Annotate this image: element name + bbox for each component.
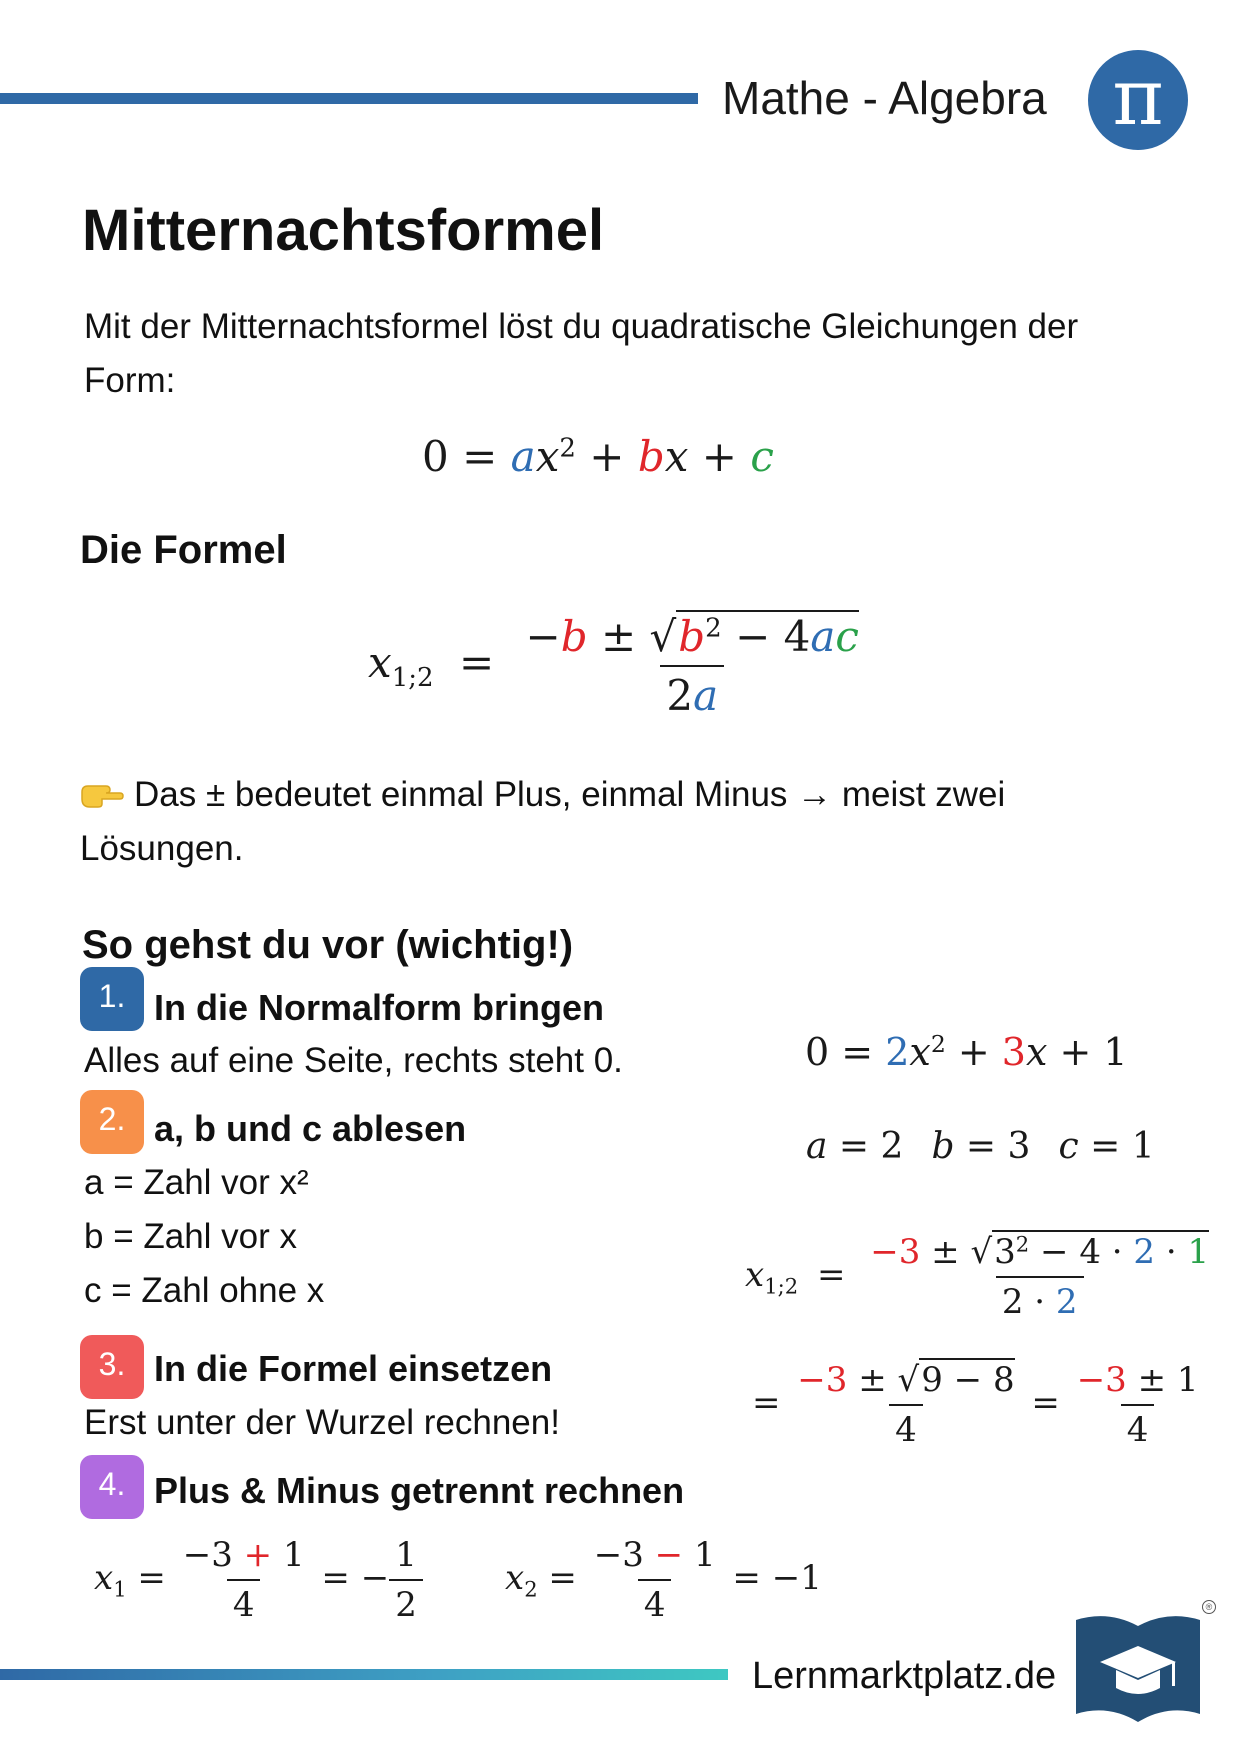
- result-x2: $x_2$ = $\frac{-3 - 1}{4}$ = −1: [505, 1535, 822, 1625]
- step-3-text: Erst unter der Wurzel rechnen!: [84, 1403, 560, 1442]
- step-1-text: Alles auf eine Seite, rechts steht 0.: [84, 1041, 623, 1080]
- result-x1: $x_1$ = $\frac{-3 + 1}{4}$ = − $\frac{1}{2}$: [94, 1535, 423, 1625]
- x2-subscript: 2: [524, 1576, 538, 1602]
- step-3-title: In die Formel einsetzen: [154, 1348, 553, 1389]
- quadratic-formula: $x_{1;2}$ = $\frac{-b \pm √b^2 - 4ac}{2a}$: [368, 612, 859, 720]
- step-2-line-b: b = Zahl vor x: [84, 1217, 298, 1256]
- step-3-badge: 3.: [80, 1335, 144, 1399]
- pi-logo-icon: π: [1088, 50, 1188, 150]
- x1-subscript: 1: [113, 1576, 127, 1602]
- step-1-title: In die Normalform bringen: [154, 987, 605, 1028]
- pointing-hand-icon: [80, 782, 124, 808]
- formula-heading: Die Formel: [80, 528, 287, 572]
- procedure-heading: So gehst du vor (wichtig!): [82, 923, 574, 967]
- registered-mark: ®: [1202, 1600, 1216, 1614]
- example-coefficients: a = 2 b = 3 c = 1: [806, 1126, 1155, 1167]
- example-substitution: $x_{1;2}$ = $\frac{-3 \pm √3^2 - 4 \cdot 2 \cdot 1}{2 \cdot 2}$: [745, 1231, 1210, 1322]
- example-equation: $0 = 2x^2 + 3x + 1$: [805, 1030, 1128, 1074]
- page-title: Mitternachtsformel: [82, 198, 605, 263]
- step-2-badge: 2.: [80, 1090, 144, 1154]
- step-1-badge: 1.: [80, 967, 144, 1031]
- intro-text: Mit der Mitternachtsformel löst du quadratische Gleichungen der Form:: [84, 307, 1079, 400]
- step-4-badge: 4.: [80, 1455, 144, 1519]
- plus-minus-note: Das ± bedeutet einmal Plus, einmal Minus → meist zwei Lösungen.: [80, 775, 1006, 868]
- general-equation: $0 = ax^2$ + bx + c: [422, 432, 774, 481]
- subject-label: Mathe - Algebra: [722, 72, 1047, 124]
- step-2-line-a: a = Zahl vor x²: [84, 1163, 309, 1202]
- footer-accent-bar: [0, 1669, 728, 1680]
- header-accent-bar: [0, 93, 698, 104]
- book-graduation-cap-icon: [1072, 1612, 1204, 1728]
- step-4-title: Plus & Minus getrennt rechnen: [154, 1470, 685, 1511]
- step-2-line-c: c = Zahl ohne x: [84, 1271, 325, 1310]
- example-simplification: = $\frac{-3 \pm √9 - 8}{4}$ = $\frac{-3 \pm 1}{4}$: [752, 1360, 1199, 1450]
- step-2-title: a, b und c ablesen: [154, 1108, 467, 1149]
- brand-name: Lernmarktplatz.de: [752, 1655, 1057, 1697]
